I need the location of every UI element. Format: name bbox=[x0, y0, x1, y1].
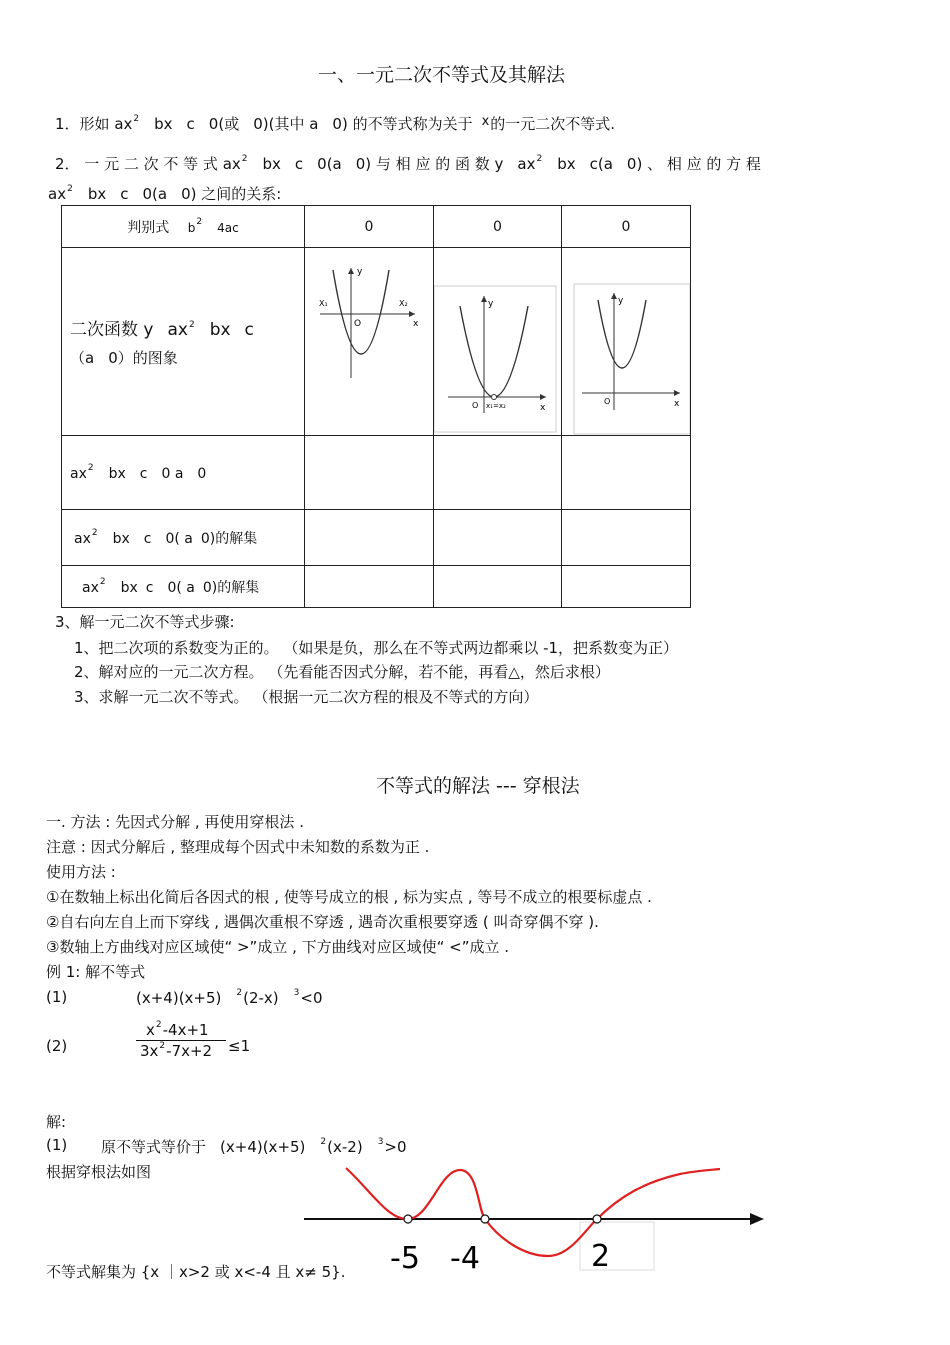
double-root-point bbox=[492, 395, 497, 400]
variable-x: x bbox=[481, 114, 490, 129]
text: bx bbox=[120, 579, 138, 596]
root-label: x₁=x₂ bbox=[486, 402, 506, 410]
text: c(a bbox=[589, 155, 613, 173]
row-label-less-solution bbox=[62, 566, 305, 608]
y-axis-arrow bbox=[481, 296, 487, 302]
text: bx bbox=[108, 466, 126, 482]
exponent: 2 bbox=[133, 114, 140, 124]
header-case-1: 0 bbox=[305, 206, 434, 248]
math: 0)(其中 a bbox=[253, 115, 319, 133]
text: 0 bbox=[197, 466, 207, 482]
example-heading: 例 1: 解不等式 bbox=[46, 963, 146, 981]
origin-label: O bbox=[354, 319, 362, 329]
parabola-curve bbox=[598, 300, 646, 368]
text: <0 bbox=[300, 989, 323, 1007]
header-case-3: 0 bbox=[562, 206, 691, 248]
parabola-curve bbox=[460, 306, 528, 397]
root-point-neg5 bbox=[404, 1215, 412, 1223]
root-x1-label: X₁ bbox=[319, 299, 328, 308]
empty-cell bbox=[305, 566, 434, 608]
solution-1-number: (1) bbox=[46, 1136, 68, 1154]
row-label-graph bbox=[62, 248, 305, 436]
text: bx bbox=[262, 155, 281, 173]
exponent: 3 bbox=[293, 988, 300, 998]
root-threading-diagram bbox=[300, 1160, 770, 1280]
example-2-fraction bbox=[136, 1020, 226, 1060]
text: 0 a bbox=[161, 466, 184, 482]
denominator: 3x bbox=[140, 1042, 159, 1060]
exponent: 2 bbox=[241, 154, 248, 164]
x-label: x bbox=[540, 403, 546, 413]
solution-result: 不等式解集为 {x ｜x>2 或 x<-4 且 x≠ 5}. bbox=[46, 1263, 346, 1281]
text: 二次函数 y bbox=[70, 320, 154, 340]
steps-heading: 3、解一元二次不等式步骤: bbox=[55, 613, 235, 631]
text: 2． 一 元 二 次 不 等 式 ax bbox=[55, 155, 241, 173]
row-label-greater-solution bbox=[62, 510, 305, 566]
text: c bbox=[143, 530, 152, 547]
text: 0(a bbox=[317, 155, 342, 173]
text: 0) 之间的关系: bbox=[181, 185, 282, 203]
text: (x+4)(x+5) bbox=[220, 1138, 306, 1156]
text: 0(a bbox=[142, 185, 168, 203]
method-rule-1: ①在数轴上标出化简后各因式的根 , 使等号成立的根 , 标为实点 , 等号不成立的根要标虚点 . bbox=[46, 888, 652, 906]
empty-cell bbox=[562, 566, 691, 608]
image-frame bbox=[574, 284, 690, 434]
method-usage-heading: 使用方法 : bbox=[46, 863, 116, 881]
relation-paragraph-line2 bbox=[48, 183, 281, 204]
math: 0(或 bbox=[208, 115, 240, 133]
exponent: 2 bbox=[87, 463, 94, 473]
tick-label-2: 2 bbox=[591, 1239, 611, 1274]
solution-1-expression bbox=[101, 1136, 407, 1157]
text: (2-x) bbox=[243, 989, 279, 1007]
exponent: 2 bbox=[236, 988, 243, 998]
text: (x-2) bbox=[327, 1138, 363, 1156]
row-label-roots bbox=[62, 436, 305, 510]
x-axis-arrow bbox=[540, 394, 546, 400]
exponent: 2 bbox=[155, 1020, 162, 1030]
step-3: 3、求解一元二次不等式。 （根据一元二次方程的根及不等式的方向） bbox=[74, 688, 539, 706]
y-axis-arrow bbox=[611, 293, 617, 299]
text: ax bbox=[48, 185, 67, 203]
example-1-number: (1) bbox=[46, 988, 68, 1006]
empty-cell bbox=[562, 510, 691, 566]
graph-cell-one-root bbox=[434, 248, 562, 436]
example-1-expression bbox=[136, 988, 323, 1007]
parabola-two-roots-graph bbox=[305, 248, 433, 435]
graph-cell-two-roots bbox=[305, 248, 434, 436]
x-label: x bbox=[413, 319, 419, 329]
numerator: -4x+1 bbox=[162, 1021, 209, 1039]
empty-cell bbox=[434, 436, 562, 510]
x-label: x bbox=[674, 399, 680, 409]
method-rule-2: ②自右向左自上而下穿线 , 遇偶次重根不穿透 , 遇奇次重根要穿透 ( 叫奇穿偶不穿 ). bbox=[46, 913, 599, 931]
y-label: y bbox=[488, 299, 494, 309]
definition-paragraph bbox=[55, 113, 615, 134]
empty-cell bbox=[562, 436, 691, 510]
text: ax bbox=[517, 155, 536, 173]
y-label: y bbox=[618, 296, 624, 306]
exponent: 3 bbox=[377, 1137, 384, 1147]
text: bx bbox=[87, 185, 107, 203]
text: 0) 、 相 应 的 方 程 bbox=[626, 155, 761, 173]
text: 0( a bbox=[167, 579, 195, 596]
text: >0 bbox=[384, 1138, 407, 1156]
exponent: 2 bbox=[67, 184, 73, 194]
exponent: 2 bbox=[159, 1041, 166, 1051]
solution-heading: 解: bbox=[46, 1113, 67, 1131]
math: ax bbox=[114, 115, 133, 133]
root-x2-label: X₂ bbox=[399, 299, 408, 308]
text: ax bbox=[167, 320, 188, 340]
math: bx bbox=[154, 115, 173, 133]
y-axis-arrow bbox=[348, 268, 354, 274]
text: b bbox=[187, 220, 196, 235]
numerator: x bbox=[146, 1021, 155, 1039]
text: ax bbox=[82, 579, 99, 596]
empty-cell bbox=[305, 510, 434, 566]
text: bx bbox=[209, 320, 231, 340]
root-point-neg4 bbox=[481, 1215, 489, 1223]
math: c bbox=[186, 115, 195, 133]
exponent: 2 bbox=[99, 576, 106, 587]
text: （a bbox=[70, 349, 95, 367]
text: c bbox=[145, 579, 154, 596]
exponent: 2 bbox=[320, 1137, 327, 1147]
x-axis-arrow bbox=[674, 390, 680, 396]
example-2-number: (2) bbox=[46, 1037, 68, 1055]
graph-cell-no-root bbox=[562, 248, 691, 436]
text: 0( a bbox=[165, 530, 193, 547]
denominator: -7x+2 bbox=[166, 1042, 213, 1060]
tick-label-neg4: -4 bbox=[450, 1241, 480, 1276]
text: 原不等式等价于 bbox=[101, 1138, 207, 1156]
text: 判别式 bbox=[127, 219, 170, 236]
text: c bbox=[120, 185, 129, 203]
text: 0)的解集 bbox=[200, 530, 258, 547]
empty-cell bbox=[305, 436, 434, 510]
text: 的一元二次不等式. bbox=[490, 115, 616, 133]
x-axis-arrow bbox=[409, 311, 415, 317]
text: c bbox=[294, 155, 304, 173]
text: 4ac bbox=[217, 220, 239, 235]
parabola-no-root-graph bbox=[562, 248, 690, 435]
text: bx bbox=[557, 155, 576, 173]
text: c bbox=[244, 320, 254, 340]
method-rule-3: ③数轴上方曲线对应区域使“ >”成立 , 下方曲线对应区域使“ <”成立 . bbox=[46, 938, 510, 956]
exponent: 2 bbox=[196, 216, 203, 227]
header-case-2: 0 bbox=[434, 206, 562, 248]
empty-cell bbox=[434, 510, 562, 566]
parabola-curve bbox=[333, 270, 389, 354]
text: (x+4)(x+5) bbox=[136, 989, 222, 1007]
root-point-2 bbox=[593, 1215, 601, 1223]
text: 0) 的不等式称为关于 bbox=[332, 115, 473, 133]
method-note: 注意 : 因式分解后 , 整理成每个因式中未知数的系数为正 . bbox=[46, 838, 430, 856]
section-title-2: 不等式的解法 --- 穿根法 bbox=[376, 775, 580, 797]
method-line-1: 一. 方法 : 先因式分解 , 再使用穿根法 . bbox=[46, 813, 304, 831]
number-line-arrow bbox=[750, 1213, 764, 1225]
text: ax bbox=[70, 466, 87, 482]
text: c bbox=[139, 466, 148, 482]
graph-note: 根据穿根法如图 bbox=[46, 1163, 152, 1181]
header-discriminant bbox=[62, 206, 305, 248]
text: 1．形如 bbox=[55, 115, 110, 133]
text: ax bbox=[74, 530, 91, 547]
relation-paragraph-line1 bbox=[55, 153, 761, 174]
parabola-one-root-graph bbox=[434, 248, 561, 435]
text: bx bbox=[112, 530, 130, 547]
exponent: 2 bbox=[91, 527, 98, 538]
y-label: y bbox=[357, 267, 363, 277]
empty-cell bbox=[434, 566, 562, 608]
exponent: 2 bbox=[188, 320, 195, 330]
text: 0)的解集 bbox=[202, 579, 260, 596]
origin-label: O bbox=[604, 397, 611, 406]
step-1: 1、把二次项的系数变为正的。 （如果是负，那么在不等式两边都乘以 -1，把系数变为正） bbox=[74, 639, 679, 657]
image-frame bbox=[434, 286, 556, 432]
text: 0) 与 相 应 的 函 数 y bbox=[355, 155, 504, 173]
section-title-1: 一、一元二次不等式及其解法 bbox=[318, 64, 566, 86]
text: 0）的图象 bbox=[108, 349, 178, 367]
exponent: 2 bbox=[536, 154, 543, 164]
tick-label-neg5: -5 bbox=[390, 1241, 420, 1276]
origin-label: O bbox=[472, 401, 479, 410]
relation-table bbox=[61, 205, 691, 608]
step-2: 2、解对应的一元二次方程。 （先看能否因式分解，若不能，再看△，然后求根） bbox=[74, 663, 610, 681]
example-2-relation: ≤1 bbox=[228, 1037, 251, 1055]
